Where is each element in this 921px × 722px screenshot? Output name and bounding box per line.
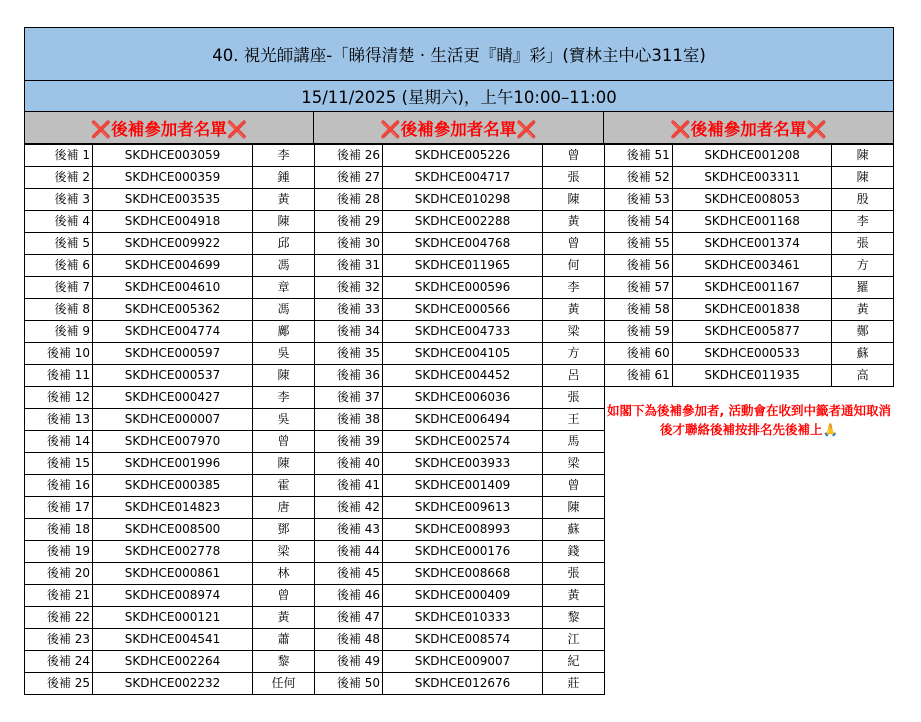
surname: 張 xyxy=(543,563,605,585)
member-code: SKDHCE014823 xyxy=(93,497,253,519)
member-code: SKDHCE001838 xyxy=(672,299,832,321)
waitlist-number: 後補 13 xyxy=(25,409,93,431)
waitlist-table-1 xyxy=(24,144,315,695)
surname: 邱 xyxy=(253,233,315,255)
waitlist-number: 後補 46 xyxy=(315,585,383,607)
member-code: SKDHCE003059 xyxy=(93,145,253,167)
surname: 羅 xyxy=(832,277,894,299)
waitlist-number: 後補 14 xyxy=(25,431,93,453)
table-row xyxy=(605,343,894,365)
waitlist-number: 後補 1 xyxy=(25,145,93,167)
surname: 陳 xyxy=(832,145,894,167)
surname: 何 xyxy=(543,255,605,277)
member-code: SKDHCE001208 xyxy=(672,145,832,167)
waitlist-number: 後補 30 xyxy=(315,233,383,255)
surname: 莊 xyxy=(543,673,605,695)
waitlist-number: 後補 42 xyxy=(315,497,383,519)
member-code: SKDHCE003535 xyxy=(93,189,253,211)
table-row xyxy=(315,497,605,519)
waitlist-number: 後補 11 xyxy=(25,365,93,387)
table-row xyxy=(25,343,315,365)
waitlist-number: 後補 47 xyxy=(315,607,383,629)
waitlist-number: 後補 19 xyxy=(25,541,93,563)
waitlist-number: 後補 40 xyxy=(315,453,383,475)
table-row xyxy=(25,607,315,629)
waitlist-number: 後補 24 xyxy=(25,651,93,673)
surname: 方 xyxy=(543,343,605,365)
waitlist-number: 後補 9 xyxy=(25,321,93,343)
waitlist-number: 後補 50 xyxy=(315,673,383,695)
table-row xyxy=(25,651,315,673)
table-row xyxy=(315,563,605,585)
member-code: SKDHCE004452 xyxy=(383,365,543,387)
member-code: SKDHCE005877 xyxy=(672,321,832,343)
waitlist-number: 後補 12 xyxy=(25,387,93,409)
table-row xyxy=(315,651,605,673)
member-code: SKDHCE000861 xyxy=(93,563,253,585)
table-row xyxy=(315,277,605,299)
waitlist-table-3 xyxy=(604,144,894,387)
table-row xyxy=(605,233,894,255)
waitlist-number: 後補 44 xyxy=(315,541,383,563)
surname: 鍾 xyxy=(253,167,315,189)
table-row xyxy=(605,255,894,277)
surname: 張 xyxy=(832,233,894,255)
surname: 黃 xyxy=(253,189,315,211)
surname: 陳 xyxy=(253,453,315,475)
surname: 吳 xyxy=(253,343,315,365)
surname: 殷 xyxy=(832,189,894,211)
member-code: SKDHCE007970 xyxy=(93,431,253,453)
member-code: SKDHCE000121 xyxy=(93,607,253,629)
event-date: 15/11/2025 (星期六)，上午10:00–11:00 xyxy=(24,81,894,112)
waitlist-number: 後補 25 xyxy=(25,673,93,695)
surname: 王 xyxy=(543,409,605,431)
member-code: SKDHCE004541 xyxy=(93,629,253,651)
surname: 曾 xyxy=(543,475,605,497)
waitlist-number: 後補 41 xyxy=(315,475,383,497)
member-code: SKDHCE011965 xyxy=(383,255,543,277)
surname: 唐 xyxy=(253,497,315,519)
member-code: SKDHCE003933 xyxy=(383,453,543,475)
table-row xyxy=(315,453,605,475)
waitlist-number: 後補 32 xyxy=(315,277,383,299)
waitlist-number: 後補 17 xyxy=(25,497,93,519)
member-code: SKDHCE004918 xyxy=(93,211,253,233)
surname: 鄭 xyxy=(832,321,894,343)
table-row xyxy=(605,145,894,167)
member-code: SKDHCE011935 xyxy=(672,365,832,387)
member-code: SKDHCE005226 xyxy=(383,145,543,167)
table-row xyxy=(315,145,605,167)
table-row xyxy=(315,585,605,607)
table-row xyxy=(315,343,605,365)
waitlist-table-2 xyxy=(314,144,605,695)
table-row xyxy=(315,541,605,563)
event-title: 40. 視光師講座-「睇得清楚 · 生活更『睛』彩」(寶林主中心311室) xyxy=(24,27,894,81)
waitlist-number: 後補 27 xyxy=(315,167,383,189)
surname: 黃 xyxy=(543,585,605,607)
member-code: SKDHCE000409 xyxy=(383,585,543,607)
waitlist-number: 後補 16 xyxy=(25,475,93,497)
surname: 馮 xyxy=(253,299,315,321)
member-code: SKDHCE008053 xyxy=(672,189,832,211)
table-row xyxy=(315,673,605,695)
member-code: SKDHCE001409 xyxy=(383,475,543,497)
list-heading-3: ❌後補參加者名單❌ xyxy=(604,112,894,144)
waitlist-number: 後補 4 xyxy=(25,211,93,233)
table-row xyxy=(315,299,605,321)
member-code: SKDHCE009007 xyxy=(383,651,543,673)
surname: 陳 xyxy=(543,189,605,211)
member-code: SKDHCE004699 xyxy=(93,255,253,277)
surname: 李 xyxy=(253,145,315,167)
list-heading-2: ❌後補參加者名單❌ xyxy=(314,112,604,144)
member-code: SKDHCE004610 xyxy=(93,277,253,299)
surname: 紀 xyxy=(543,651,605,673)
waitlist-number: 後補 31 xyxy=(315,255,383,277)
member-code: SKDHCE003311 xyxy=(672,167,832,189)
waitlist-number: 後補 20 xyxy=(25,563,93,585)
surname: 錢 xyxy=(543,541,605,563)
waitlist-number: 後補 10 xyxy=(25,343,93,365)
surname: 高 xyxy=(832,365,894,387)
member-code: SKDHCE000596 xyxy=(383,277,543,299)
table-row xyxy=(25,321,315,343)
member-code: SKDHCE002264 xyxy=(93,651,253,673)
surname: 林 xyxy=(253,563,315,585)
member-code: SKDHCE004733 xyxy=(383,321,543,343)
member-code: SKDHCE004768 xyxy=(383,233,543,255)
table-row xyxy=(25,365,315,387)
surname: 蘇 xyxy=(543,519,605,541)
surname: 黃 xyxy=(543,211,605,233)
surname: 陳 xyxy=(253,365,315,387)
member-code: SKDHCE000176 xyxy=(383,541,543,563)
table-row xyxy=(605,211,894,233)
surname: 李 xyxy=(253,387,315,409)
table-row xyxy=(25,299,315,321)
surname: 鄺 xyxy=(253,321,315,343)
table-row xyxy=(315,365,605,387)
surname: 鄧 xyxy=(253,519,315,541)
waitlist-number: 後補 38 xyxy=(315,409,383,431)
table-row xyxy=(315,409,605,431)
list-headings xyxy=(24,112,894,144)
waitlist-number: 後補 39 xyxy=(315,431,383,453)
waitlist-number: 後補 45 xyxy=(315,563,383,585)
surname: 陳 xyxy=(253,211,315,233)
waitlist-number: 後補 29 xyxy=(315,211,383,233)
surname: 梁 xyxy=(253,541,315,563)
surname: 蘇 xyxy=(832,343,894,365)
waitlist-number: 後補 52 xyxy=(605,167,673,189)
member-code: SKDHCE009922 xyxy=(93,233,253,255)
member-code: SKDHCE003461 xyxy=(672,255,832,277)
waitlist-number: 後補 5 xyxy=(25,233,93,255)
member-code: SKDHCE008574 xyxy=(383,629,543,651)
waitlist-number: 後補 35 xyxy=(315,343,383,365)
surname: 張 xyxy=(543,167,605,189)
table-row xyxy=(25,585,315,607)
table-row xyxy=(315,211,605,233)
waitlist-number: 後補 7 xyxy=(25,277,93,299)
table-row xyxy=(25,211,315,233)
member-code: SKDHCE000597 xyxy=(93,343,253,365)
surname: 蕭 xyxy=(253,629,315,651)
waitlist-number: 後補 34 xyxy=(315,321,383,343)
list-heading-1: ❌後補參加者名單❌ xyxy=(24,112,314,144)
member-code: SKDHCE008500 xyxy=(93,519,253,541)
table-row xyxy=(25,387,315,409)
waitlist-number: 後補 37 xyxy=(315,387,383,409)
waitlist-number: 後補 51 xyxy=(605,145,673,167)
table-row xyxy=(25,145,315,167)
waitlist-number: 後補 61 xyxy=(605,365,673,387)
member-code: SKDHCE001374 xyxy=(672,233,832,255)
member-code: SKDHCE000385 xyxy=(93,475,253,497)
surname: 曾 xyxy=(253,585,315,607)
table-row xyxy=(25,431,315,453)
table-row xyxy=(605,365,894,387)
member-code: SKDHCE002288 xyxy=(383,211,543,233)
member-code: SKDHCE000533 xyxy=(672,343,832,365)
table-row xyxy=(315,475,605,497)
surname: 黃 xyxy=(832,299,894,321)
member-code: SKDHCE000537 xyxy=(93,365,253,387)
member-code: SKDHCE004717 xyxy=(383,167,543,189)
waitlist-number: 後補 53 xyxy=(605,189,673,211)
member-code: SKDHCE002574 xyxy=(383,431,543,453)
member-code: SKDHCE000007 xyxy=(93,409,253,431)
table-row xyxy=(315,189,605,211)
surname: 章 xyxy=(253,277,315,299)
table-row xyxy=(25,255,315,277)
table-row xyxy=(315,607,605,629)
waitlist-number: 後補 3 xyxy=(25,189,93,211)
table-row xyxy=(25,541,315,563)
member-code: SKDHCE000427 xyxy=(93,387,253,409)
waitlist-number: 後補 43 xyxy=(315,519,383,541)
waitlist-number: 後補 6 xyxy=(25,255,93,277)
member-code: SKDHCE009613 xyxy=(383,497,543,519)
member-code: SKDHCE001168 xyxy=(672,211,832,233)
table-row xyxy=(25,497,315,519)
member-code: SKDHCE005362 xyxy=(93,299,253,321)
table-row xyxy=(25,519,315,541)
table-row xyxy=(605,299,894,321)
surname: 馮 xyxy=(253,255,315,277)
waitlist-number: 後補 28 xyxy=(315,189,383,211)
table-row xyxy=(25,277,315,299)
surname: 李 xyxy=(543,277,605,299)
member-code: SKDHCE001167 xyxy=(672,277,832,299)
table-row xyxy=(315,321,605,343)
waitlist-number: 後補 23 xyxy=(25,629,93,651)
member-code: SKDHCE010298 xyxy=(383,189,543,211)
table-row xyxy=(25,409,315,431)
surname: 張 xyxy=(543,387,605,409)
surname: 江 xyxy=(543,629,605,651)
waitlist-number: 後補 57 xyxy=(605,277,673,299)
waitlist-number: 後補 15 xyxy=(25,453,93,475)
surname: 吳 xyxy=(253,409,315,431)
table-row xyxy=(25,629,315,651)
table-row xyxy=(25,167,315,189)
surname: 黃 xyxy=(543,299,605,321)
member-code: SKDHCE008668 xyxy=(383,563,543,585)
waitlist-number: 後補 58 xyxy=(605,299,673,321)
surname: 梁 xyxy=(543,321,605,343)
member-code: SKDHCE000566 xyxy=(383,299,543,321)
table-row xyxy=(315,629,605,651)
waitlist-number: 後補 48 xyxy=(315,629,383,651)
table-row xyxy=(25,453,315,475)
waitlist-number: 後補 2 xyxy=(25,167,93,189)
member-code: SKDHCE006494 xyxy=(383,409,543,431)
table-row xyxy=(25,475,315,497)
member-code: SKDHCE006036 xyxy=(383,387,543,409)
waitlist-number: 後補 55 xyxy=(605,233,673,255)
member-code: SKDHCE001996 xyxy=(93,453,253,475)
table-row xyxy=(605,321,894,343)
surname: 曾 xyxy=(543,145,605,167)
surname: 黎 xyxy=(543,607,605,629)
member-code: SKDHCE002232 xyxy=(93,673,253,695)
surname: 曾 xyxy=(253,431,315,453)
member-code: SKDHCE008993 xyxy=(383,519,543,541)
member-code: SKDHCE004774 xyxy=(93,321,253,343)
waitlist-number: 後補 56 xyxy=(605,255,673,277)
surname: 陳 xyxy=(543,497,605,519)
table-row xyxy=(25,233,315,255)
member-code: SKDHCE000359 xyxy=(93,167,253,189)
waitlist-number: 後補 54 xyxy=(605,211,673,233)
table-row xyxy=(315,519,605,541)
table-row xyxy=(605,189,894,211)
surname: 曾 xyxy=(543,233,605,255)
surname: 梁 xyxy=(543,453,605,475)
surname: 呂 xyxy=(543,365,605,387)
surname: 馬 xyxy=(543,431,605,453)
waitlist-number: 後補 59 xyxy=(605,321,673,343)
waitlist-number: 後補 49 xyxy=(315,651,383,673)
waitlist-sheet xyxy=(24,27,894,696)
table-row xyxy=(315,167,605,189)
waitlist-number: 後補 8 xyxy=(25,299,93,321)
table-row xyxy=(315,387,605,409)
waitlist-number: 後補 36 xyxy=(315,365,383,387)
table-row xyxy=(605,277,894,299)
member-code: SKDHCE012676 xyxy=(383,673,543,695)
member-code: SKDHCE008974 xyxy=(93,585,253,607)
waitlist-number: 後補 22 xyxy=(25,607,93,629)
waitlist-number: 後補 26 xyxy=(315,145,383,167)
surname: 黃 xyxy=(253,607,315,629)
surname: 陳 xyxy=(832,167,894,189)
table-row xyxy=(605,167,894,189)
member-code: SKDHCE004105 xyxy=(383,343,543,365)
surname: 黎 xyxy=(253,651,315,673)
waitlist-number: 後補 21 xyxy=(25,585,93,607)
table-row xyxy=(25,673,315,695)
table-row xyxy=(25,189,315,211)
surname: 方 xyxy=(832,255,894,277)
surname: 李 xyxy=(832,211,894,233)
waitlist-number: 後補 60 xyxy=(605,343,673,365)
surname: 任何 xyxy=(253,673,315,695)
waitlist-number: 後補 18 xyxy=(25,519,93,541)
member-code: SKDHCE002778 xyxy=(93,541,253,563)
waitlist-note: 如閣下為後補參加者, 活動會在收到中籤者通知取消後才聯絡後補按排名先後補上🙏 xyxy=(606,403,892,437)
surname: 霍 xyxy=(253,475,315,497)
table-row xyxy=(315,255,605,277)
waitlist-number: 後補 33 xyxy=(315,299,383,321)
table-row xyxy=(25,563,315,585)
member-code: SKDHCE010333 xyxy=(383,607,543,629)
table-row xyxy=(315,233,605,255)
table-row xyxy=(315,431,605,453)
